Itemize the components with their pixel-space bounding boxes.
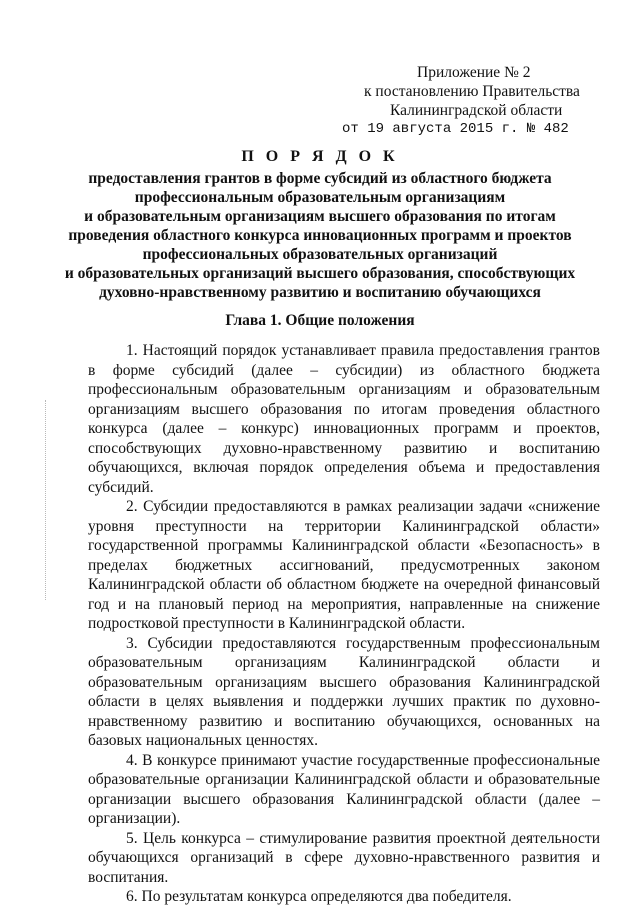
appendix-reference: к постановлению Правительства	[364, 83, 580, 100]
heading-line: предоставления грантов в форме субсидий из областного бюджета	[88, 170, 552, 187]
heading-line: духовно-нравственному развитию и воспитанию обучающихся	[99, 284, 541, 301]
chapter-title: Глава 1. Общие положения	[225, 312, 415, 329]
heading-line: профессиональным образовательным организациям	[134, 189, 506, 206]
heading-line: профессиональных образовательных организаций	[142, 246, 498, 263]
appendix-region: Калининградской области	[390, 102, 563, 119]
document-heading	[40, 147, 600, 302]
document-body	[88, 341, 600, 907]
document-title: П О Р Я Д О К	[241, 148, 399, 165]
paragraph-1: 1. Настоящий порядок устанавливает правила предоставления грантов в форме субсидий (далее – субсидии) из областного бюджета профессиональным образовательным организациям и образовательным организациям высшего образования по итогам проведения областного конкурса (далее – конкурс) инновационных программ и проектов, способствующих духовно-нравственному развитию и воспитанию обучающихся, включая порядок определения объема и предоставления субсидий.	[88, 342, 600, 496]
paragraph-5: 5. Цель конкурса – стимулирование развития проектной деятельности обучающихся организаций в сфере духовно-нравственного развития и воспитания.	[88, 829, 600, 886]
paragraph-4: 4. В конкурсе принимают участие государственные профессиональные образовательные организации Калининградской области и образовательные организации высшего образования Калининградской области (далее – организации).	[88, 751, 600, 827]
heading-line: и образовательных организаций высшего образования, способствующих	[64, 265, 576, 282]
paragraph-2: 2. Субсидии предоставляются в рамках реализации задачи «снижение уровня преступности на территории Калининградской области» государственной программы Калининградской области «Безопасность» в пределах бюджетных ассигнований, предусмотренных законом Калининградской области об областном бюджете на очередной финансовый год и на плановый период на мероприятия, направленные на снижение подростковой преступности в Калининградской области.	[88, 498, 600, 632]
appendix-date: от 19 августа 2015 г. № 482	[342, 121, 569, 137]
paragraph-6: 6. По результатам конкурса определяются два победителя.	[126, 888, 512, 905]
appendix-number: Приложение № 2	[417, 64, 531, 81]
scan-margin-mark	[45, 400, 47, 600]
heading-line: и образовательным организациям высшего образования по итогам	[84, 208, 556, 225]
heading-line: проведения областного конкурса инновационных программ и проектов	[68, 227, 572, 244]
appendix-block	[320, 63, 600, 139]
paragraph-3: 3. Субсидии предоставляются государственным профессиональным образовательным организациям Калининградской области и образовательным организациям высшего образования Калининградской области в целях выявления и поддержки лучших практик по духовно-нравственному развитию и воспитанию обучающихся, основанных на базовых национальных ценностях.	[88, 634, 600, 749]
